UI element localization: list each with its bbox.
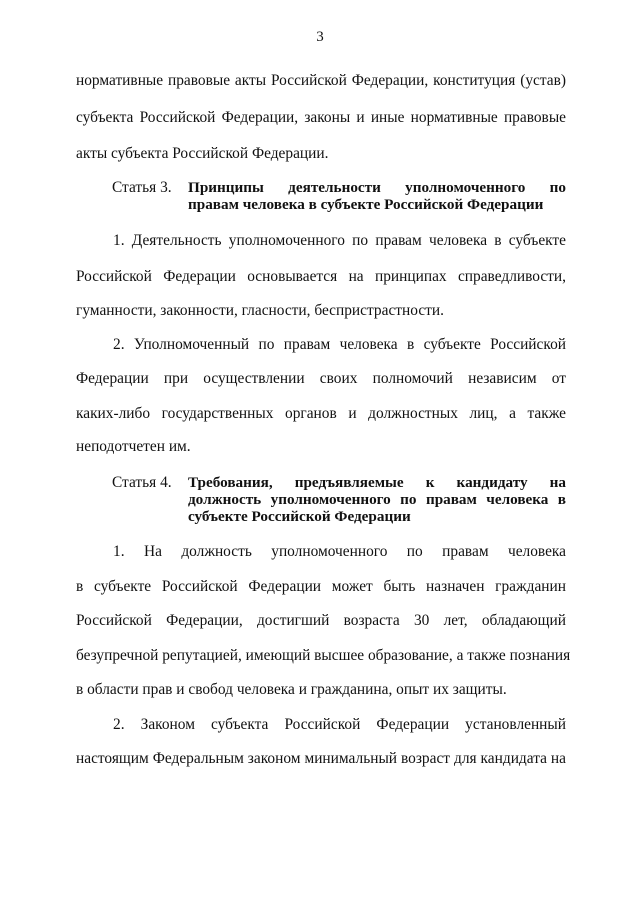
paragraph-line: Федерации при осуществлении своих полномочий независим от: [76, 370, 566, 387]
article-title-line: должность уполномоченного по правам человека в: [188, 491, 566, 508]
paragraph-line: в области прав и свобод человека и гражданина, опыт их защиты.: [76, 681, 507, 698]
paragraph-line: в субъекте Российской Федерации может быть назначен гражданин: [76, 578, 566, 595]
article-title: [188, 179, 566, 213]
paragraph-line: неподотчетен им.: [76, 438, 191, 455]
paragraph-line: безупречной репутацией, имеющий высшее образование, а также познания: [76, 647, 571, 664]
paragraph-line: гуманности, законности, гласности, беспристрастности.: [76, 302, 444, 319]
paragraph-line: каких-либо государственных органов и должностных лиц, а также: [76, 405, 566, 422]
article-title-line: Требования, предъявляемые к кандидату на: [188, 474, 566, 491]
paragraph-line: акты субъекта Российской Федерации.: [76, 145, 329, 162]
article-label: Статья 4.: [112, 474, 172, 491]
paragraph-line: субъекта Российской Федерации, законы и иные нормативные правовые: [76, 109, 566, 126]
paragraph-line: нормативные правовые акты Российской Федерации, конституция (устав): [76, 72, 566, 89]
paragraph-line: Российской Федерации, достигший возраста 30 лет, обладающий: [76, 612, 566, 629]
article-title: [188, 474, 566, 525]
article-title-line: правам человека в субъекте Российской Федерации: [188, 196, 544, 213]
page-number: 3: [316, 29, 324, 45]
article-title-line: Принципы деятельности уполномоченного по: [188, 179, 566, 196]
paragraph-line: 2. Уполномоченный по правам человека в субъекте Российской: [113, 336, 566, 353]
paragraph-line: Российской Федерации основывается на принципах справедливости,: [76, 268, 566, 285]
paragraph-line: 1. На должность уполномоченного по правам человека: [113, 543, 566, 560]
article-label: Статья 3.: [112, 179, 172, 196]
paragraph-line: 1. Деятельность уполномоченного по правам человека в субъекте: [113, 232, 566, 249]
paragraph-line: настоящим Федеральным законом минимальный возраст для кандидата на: [76, 750, 566, 767]
article-title-line: субъекте Российской Федерации: [188, 508, 411, 525]
paragraph-line: 2. Законом субъекта Российской Федерации установленный: [113, 716, 566, 733]
